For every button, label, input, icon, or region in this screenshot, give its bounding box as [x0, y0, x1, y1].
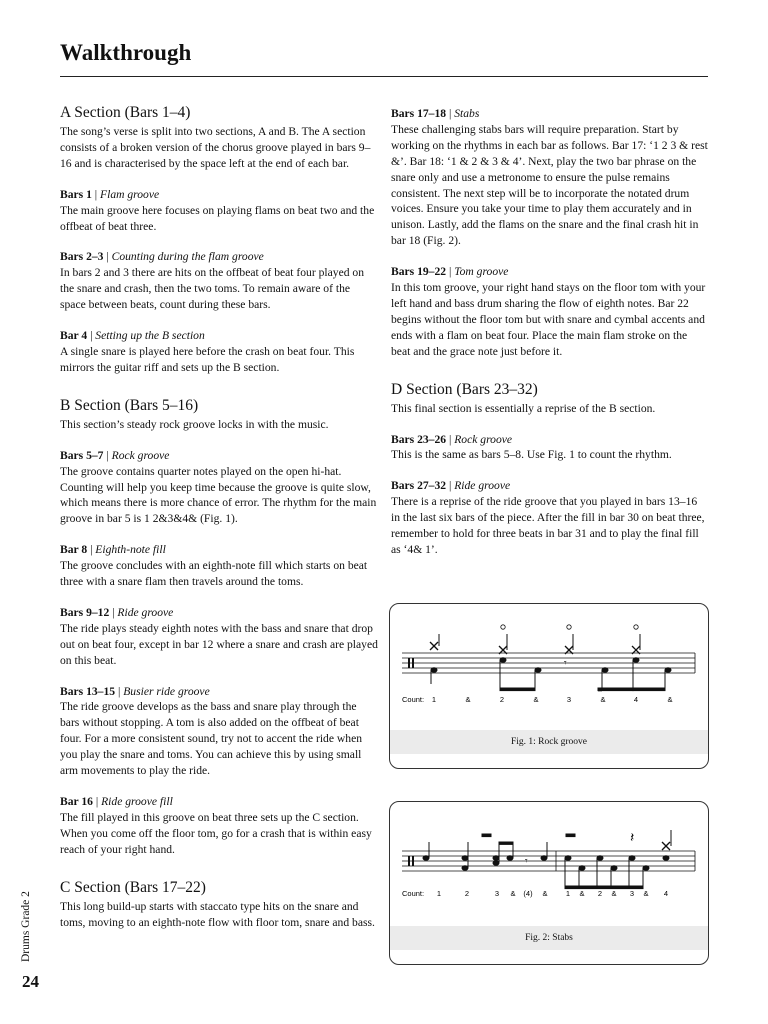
count-11: 3 [629, 889, 635, 898]
count-2: 2 [464, 889, 470, 898]
title-rule [60, 76, 708, 77]
figure-caption: Fig. 1: Rock groove [390, 730, 708, 754]
subheading: Bars 5–7 | Rock groove [60, 448, 170, 462]
bar-range: Bar 8 [60, 543, 88, 557]
paragraph: The fill played in this groove on beat three sets up the C section. When you come off the floor tom, go for a crash that is within easy reach of your right hand. [60, 810, 372, 856]
subheading: Bars 17–18 | Stabs [391, 107, 480, 120]
svg-text:𝄾: 𝄾 [564, 658, 567, 669]
figure-stabs [389, 801, 709, 965]
count-label: Count: [402, 889, 425, 898]
subheading: Bars 2–3 | Counting during the flam groove [60, 250, 264, 264]
groove-name: Busier ride groove [123, 684, 210, 698]
groove-name: Rock groove [454, 432, 513, 446]
subheading: Bars 19–22 | Tom groove [391, 265, 509, 279]
paragraph: A single snare is played here before the crash on beat four. This mirrors the guitar riff and sets up the B section. [60, 344, 355, 374]
count-5: (4) [523, 889, 533, 898]
count-2: & [465, 695, 471, 704]
paragraph: This final section is essentially a reprise of the B section. [391, 401, 656, 415]
section-heading: A Section (Bars 1–4) [60, 104, 191, 121]
groove-name: Ride groove [117, 605, 174, 619]
count-8: & [667, 695, 673, 704]
paragraph: In bars 2 and 3 there are hits on the offbeat of beat four played on the snare and crash, then the two toms. To remain aware of the space between beats, count during these bars. [60, 266, 365, 312]
bar-range: Bars 27–32 [391, 479, 447, 493]
count-12: & [643, 889, 649, 898]
paragraph: The groove contains quarter notes played on the open hi-hat. Counting will help you keep time because the groove is quite slow, which means there is more chance of error. The rhythm for the main groove in bar 5 is 1 2&3&4& (Fig. 1). [60, 464, 377, 526]
groove-name: Eighth-note fill [95, 543, 166, 557]
count-3: 3 [494, 889, 500, 898]
paragraph: The ride groove develops as the bass and snare play through the bars without stopping. A tom is also added on the offbeat of beat four. For a more consistent sound, try not to accent the ride when you play the snare and toms. You can achieve this by using small arm movements to play the ride. [60, 700, 363, 778]
bar-range: Bar 4 [60, 329, 88, 343]
groove-name: Rock groove [111, 448, 170, 462]
subheading: Bars 9–12 | Ride groove [60, 605, 174, 619]
page-number: 24 [22, 972, 39, 991]
groove-name: Counting during the flam groove [111, 250, 264, 264]
paragraph: In this tom groove, your right hand stays on the floor tom with your left hand and bass drum sharing the flow of eighth notes. Bar 22 begins without the floor tom but with snare and cymbal accents and ends with a flam on beat four. Place the main flam stroke on the beat and the grace note just before it. [391, 281, 706, 358]
svg-text:𝄽: 𝄽 [630, 831, 635, 846]
section-heading: B Section (Bars 5–16) [60, 396, 199, 414]
figure-caption: Fig. 2: Stabs [390, 926, 708, 950]
count-7: 1 [565, 889, 571, 898]
count-5: 3 [566, 695, 572, 704]
subheading: Bar 4 | Setting up the B section [60, 329, 205, 343]
subheading: Bars 27–32 | Ride groove [391, 479, 511, 493]
paragraph: The groove concludes with an eighth-note fill which starts on beat three with a snare flam then travels around the toms. [60, 559, 368, 589]
groove-name: Ride groove fill [101, 795, 173, 808]
groove-name: Flam groove [100, 187, 160, 201]
paragraph: There is a reprise of the ride groove that you played in bars 13–16 in the last six bars of the piece. After the fill in bar 30 on beat three, remember to hold for three beats in bar 31 and to play the final fill as ‘4& 1’. [391, 495, 705, 556]
count-4: & [533, 695, 539, 704]
subheading: Bar 16 | Ride groove fill [60, 795, 173, 808]
page-title: Walkthrough [60, 40, 192, 65]
paragraph: This is the same as bars 5–8. Use Fig. 1 to count the rhythm. [391, 448, 672, 462]
paragraph: These challenging stabs bars will require preparation. Start by working on the rhythms in each bar as follows. Bar 17: ‘1 2 3 & rest &’. Bar 18: ‘1 & 2 & 3 & 4’. Next, play the two bar phrase on the snare only and use a metronome to ensure the pulse remains consistent. The next step will be to incorporate the notated drum voices. Ensure you take your time to play them accurately and in unison. Lastly, add the flams on the snare and the final crash hit in bar 18 (Fig. 2). [391, 122, 708, 248]
count-6: & [600, 695, 606, 704]
left-column [60, 103, 378, 930]
count-label: Count: [402, 695, 425, 704]
svg-text:𝄾: 𝄾 [525, 856, 528, 867]
count-7: 4 [633, 695, 639, 704]
bar-range: Bars 17–18 [391, 107, 447, 120]
paragraph: The ride plays steady eighth notes with the bass and snare that drop out on beat four, except in bar 12 where a snare and crash are played on this beat. [60, 621, 378, 667]
count-9: 2 [597, 889, 603, 898]
subheading: Bars 1 | Flam groove [60, 187, 160, 201]
bar-range: Bars 2–3 [60, 250, 104, 264]
bar-range: Bars 1 [60, 187, 92, 201]
groove-name: Ride groove [454, 479, 511, 493]
count-10: & [611, 889, 617, 898]
groove-name: Stabs [454, 107, 480, 120]
bar-range: Bars 23–26 [391, 432, 447, 446]
section-heading: D Section (Bars 23–32) [391, 380, 538, 398]
bar-range: Bars 9–12 [60, 605, 110, 619]
groove-name: Setting up the B section [95, 329, 205, 343]
subheading: Bar 8 | Eighth-note fill [60, 543, 166, 557]
groove-name: Tom groove [454, 265, 509, 279]
side-label: Drums Grade 2 [20, 891, 32, 962]
count-1: 1 [431, 695, 437, 704]
paragraph: The main groove here focuses on playing flams on beat two and the offbeat of beat three. [60, 203, 375, 233]
right-column [391, 106, 709, 558]
count-4: & [510, 889, 516, 898]
bar-range: Bar 16 [60, 795, 93, 808]
bar-range: Bars 13–15 [60, 684, 116, 698]
subheading: Bars 23–26 | Rock groove [391, 432, 513, 446]
count-1: 1 [436, 889, 442, 898]
paragraph: The song’s verse is split into two sections, A and B. The A section consists of a broken version of the chorus groove played in bars 9–16 and is characterised by the space left at the end of each bar. [60, 125, 371, 170]
figure-rock-groove [389, 603, 709, 769]
section-heading: C Section (Bars 17–22) [60, 878, 206, 896]
count-3: 2 [499, 695, 505, 704]
bar-range: Bars 19–22 [391, 265, 447, 279]
count-13: 4 [663, 889, 669, 898]
subheading: Bars 13–15 | Busier ride groove [60, 684, 210, 698]
bar-range: Bars 5–7 [60, 448, 104, 462]
paragraph: This long build-up starts with staccato type hits on the snare and toms, moving to an eighth-note flow with floor tom, snare and bass. [60, 899, 375, 929]
paragraph: This section’s steady rock groove locks in with the music. [60, 417, 329, 431]
count-8: & [579, 889, 585, 898]
count-6: & [542, 889, 548, 898]
